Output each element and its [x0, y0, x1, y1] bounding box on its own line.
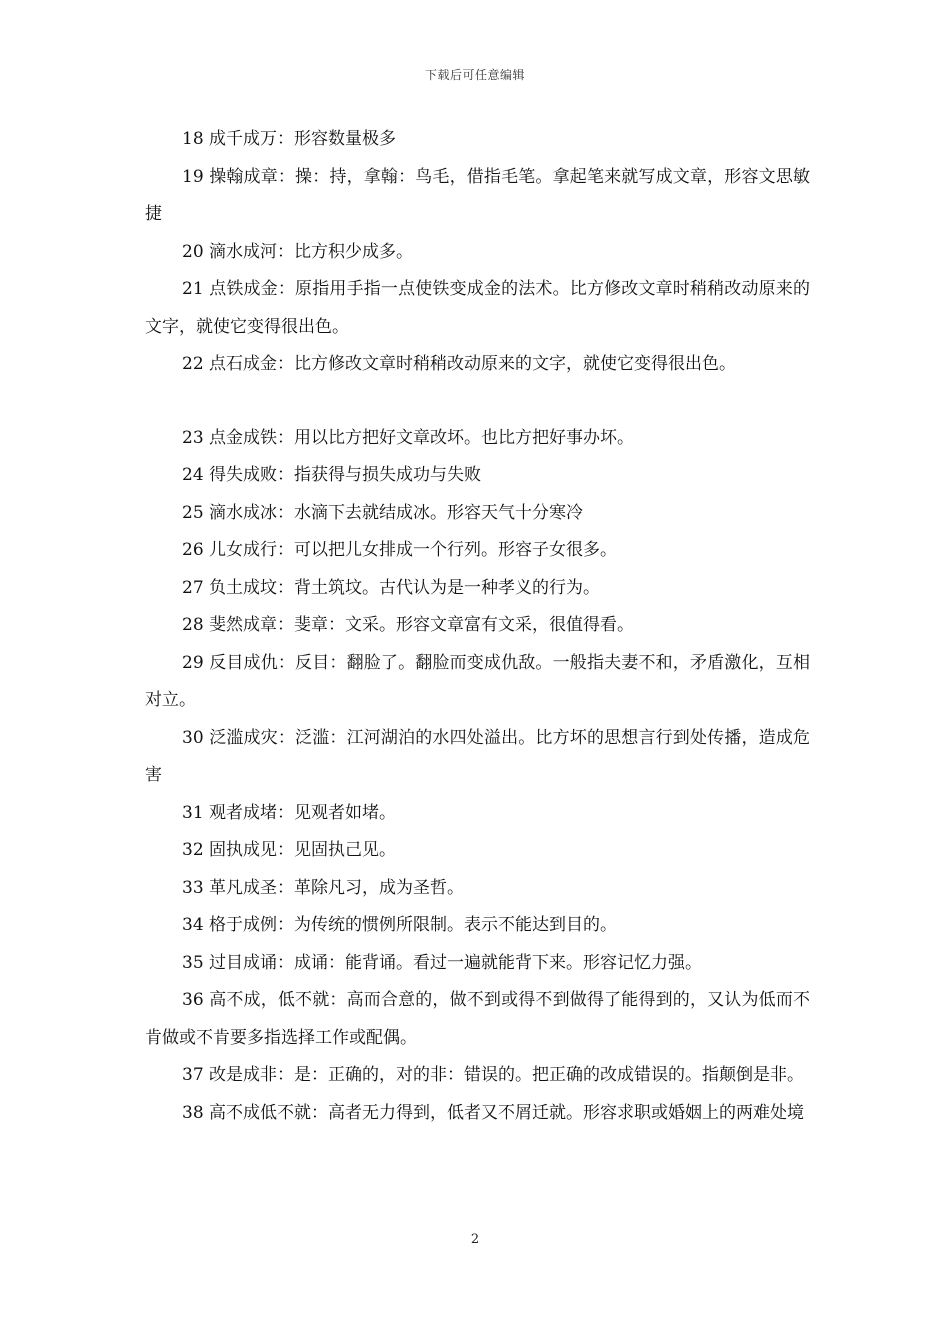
entry-35: 35 过目成诵：成诵：能背诵。看过一遍就能背下来。形容记忆力强。 [182, 952, 703, 973]
page-number: 2 [470, 1232, 480, 1247]
entry-33: 33 革凡成圣：革除凡习，成为圣哲。 [182, 877, 465, 898]
entry-34: 34 格于成例：为传统的惯例所限制。表示不能达到目的。 [182, 915, 618, 935]
entry-25: 25 滴水成冰：水滴下去就结成冰。形容天气十分寒冷 [182, 502, 584, 523]
entry-36: 36 高不成，低不就：高而合意的，做不到或得不到做得了能得到的，又认为低而不肯做或不肯要多指选择工作或配偶。 [145, 990, 810, 1048]
entry-24: 24 得失成败：指获得与损失成功与失败 [182, 465, 482, 485]
entry-26: 26 儿女成行：可以把儿女排成一个行列。形容子女很多。 [182, 540, 618, 560]
entry-19: 19 操翰成章：操：持，拿翰：鸟毛，借指毛笔。拿起笔来就写成文章，形容文思敏捷 [145, 166, 810, 224]
document-body [145, 121, 810, 1132]
entry-29: 29 反目成仇：反目：翻脸了。翻脸而变成仇敌。一般指夫妻不和，矛盾激化，互相对立。 [145, 652, 810, 710]
entry-37: 37 改是成非：是：正确的，对的非：错误的。把正确的改成错误的。指颠倒是非。 [182, 1065, 805, 1085]
entry-18: 18 成千成万：形容数量极多 [182, 129, 397, 149]
entry-22: 22 点石成金：比方修改文章时稍稍改动原来的文字，就使它变得很出色。 [182, 354, 737, 374]
entry-20: 20 滴水成河：比方积少成多。 [182, 241, 414, 262]
page-header: 下载后可任意编辑 [424, 68, 525, 82]
paragraph-gap [145, 384, 810, 420]
entry-32: 32 固执成见：见固执己见。 [182, 840, 397, 860]
entry-27: 27 负土成坟：背土筑坟。古代认为是一种孝义的行为。 [182, 577, 601, 598]
entry-28: 28 斐然成章：斐章：文采。形容文章富有文采，很值得看。 [182, 615, 635, 635]
entry-31: 31 观者成堵：见观者如堵。 [182, 802, 397, 823]
entry-23: 23 点金成铁：用以比方把好文章改坏。也比方把好事办坏。 [182, 427, 635, 448]
entry-30: 30 泛滥成灾：泛滥：江河湖泊的水四处溢出。比方坏的思想言行到处传播，造成危害 [145, 727, 810, 785]
entry-21: 21 点铁成金：原指用手指一点使铁变成金的法术。比方修改文章时稍稍改动原来的文字，就使它变得很出色。 [145, 279, 810, 337]
entry-38: 38 高不成低不就：高者无力得到，低者又不屑迁就。形容求职或婚姻上的两难处境 [182, 1102, 805, 1123]
